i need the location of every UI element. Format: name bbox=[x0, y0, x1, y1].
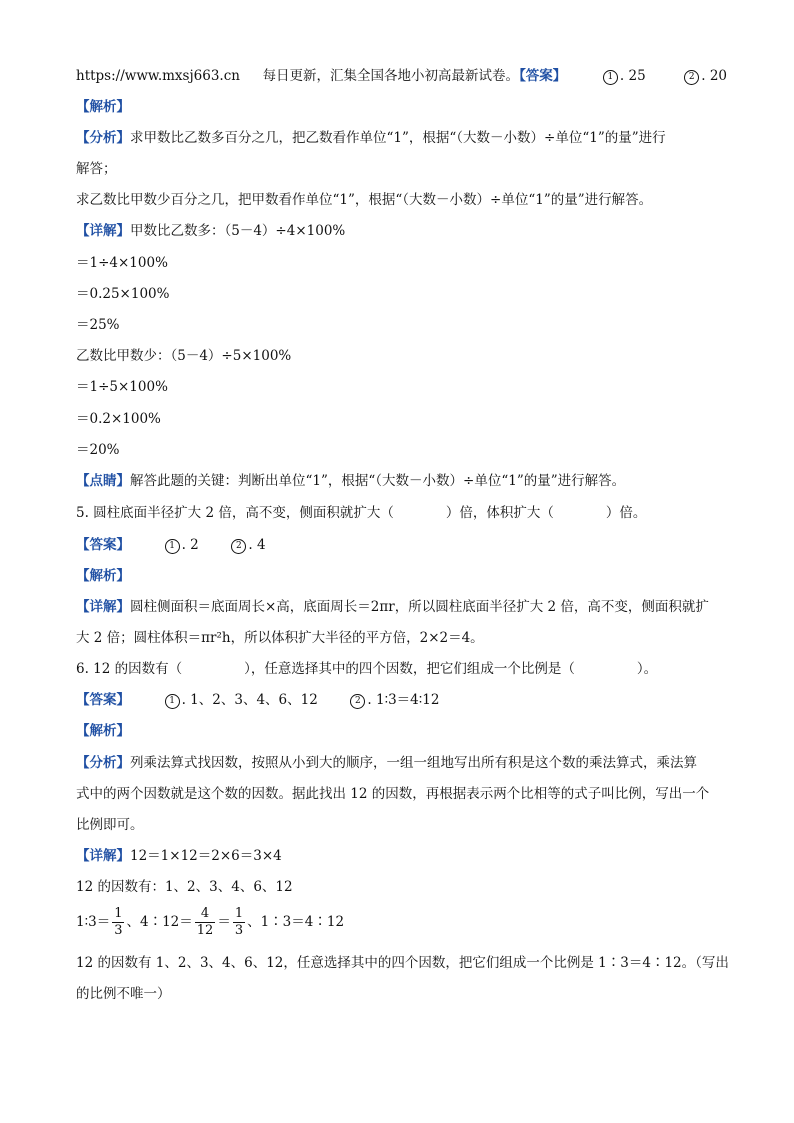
fraction-3-denominator: 3 bbox=[234, 923, 244, 938]
q6-answer-1: . 1、2、3、4、6、12 bbox=[181, 692, 318, 708]
circled-number-1: 1 bbox=[165, 539, 180, 554]
q4-detail-line-3: ＝0.25×100% bbox=[76, 286, 170, 302]
q5-analysis-heading bbox=[76, 566, 726, 586]
q5-question-part-b: ）倍，体积扩大（ bbox=[445, 505, 554, 521]
xiangjie-label: 【详解】 bbox=[76, 223, 130, 239]
q4-fenxi-text-1: 求甲数比乙数多百分之几，把乙数看作单位“1”，根据“（大数－小数）÷单位“1”的量”进行 bbox=[130, 130, 666, 146]
q6-fenxi-text-1: 列乘法算式找因数，按照从小到大的顺序，一组一组地写出所有积是这个数的乘法算式，乘法算 bbox=[130, 755, 697, 771]
q6-fenxi-line-1 bbox=[76, 753, 726, 773]
q5-question-part-a: 5. 圆柱底面半径扩大 2 倍，高不变，侧面积就扩大（ bbox=[76, 505, 394, 521]
q6-analysis-heading bbox=[76, 721, 726, 741]
ratio-text-d: 、1∶3＝4∶12 bbox=[247, 914, 345, 930]
q4-detail-line-7: ＝0.2×100% bbox=[76, 411, 161, 427]
ratio-text-b: 、4∶12＝ bbox=[126, 914, 193, 930]
q6-fenxi-line-2: 式中的两个因数就是这个数的因数。据此找出 12 的因数，再根据表示两个比相等的式子叫比例，写出一个 bbox=[76, 786, 710, 802]
fraction-1-numerator: 1 bbox=[114, 906, 123, 921]
fraction-2-denominator: 12 bbox=[196, 923, 214, 938]
q6-detail-line-2: 12 的因数有：1、2、3、4、6、12 bbox=[76, 879, 293, 895]
analysis-heading bbox=[76, 97, 726, 117]
jiexi-label: 【解析】 bbox=[76, 723, 130, 739]
q5-detail-line-1 bbox=[76, 597, 726, 617]
q4-fenxi-line-1 bbox=[76, 128, 726, 148]
fraction-2 bbox=[195, 906, 216, 939]
q5-question bbox=[76, 503, 726, 523]
q4-fenxi-line-2: 解答； bbox=[76, 161, 117, 177]
q4-detail-line-4: ＝25% bbox=[76, 317, 120, 333]
q4-detail-line-1 bbox=[76, 221, 726, 241]
circled-number-2: 2 bbox=[231, 539, 246, 554]
q6-ratio-line bbox=[76, 903, 726, 943]
q6-detail-line-4: 12 的因数有 1、2、3、4、6、12，任意选择其中的四个因数，把它们组成一个比例是 1∶3＝4∶12。（写出 bbox=[76, 955, 729, 971]
site-slogan: 每日更新，汇集全国各地小初高最新试卷。 bbox=[262, 68, 520, 84]
header-line bbox=[76, 66, 726, 86]
fraction-3 bbox=[233, 906, 245, 939]
circled-number-2: 2 bbox=[684, 70, 699, 85]
q5-answer-line bbox=[76, 535, 726, 555]
circled-number-2: 2 bbox=[350, 694, 365, 709]
q6-question-part-c: ）。 bbox=[636, 661, 658, 677]
answer-1: . 25 bbox=[619, 68, 646, 84]
q4-detail-line-2: ＝1÷4×100% bbox=[76, 255, 168, 271]
q6-detail-line-1 bbox=[76, 846, 726, 866]
q6-question-part-a: 6. 12 的因数有（ bbox=[76, 661, 183, 677]
daan-label: 【答案】 bbox=[76, 692, 130, 708]
q4-fenxi-line-3: 求乙数比甲数少百分之几，把甲数看作单位“1”，根据“（大数－小数）÷单位“1”的量”进行解答。 bbox=[76, 192, 653, 208]
q4-dianjing-line bbox=[76, 471, 726, 491]
fenxi-label: 【分析】 bbox=[76, 755, 130, 771]
circled-number-1: 1 bbox=[165, 694, 180, 709]
site-url: https://www.mxsj663.cn bbox=[76, 68, 240, 84]
q6-question-part-b: ），任意选择其中的四个因数，把它们组成一个比例是（ bbox=[244, 661, 575, 677]
fenxi-label: 【分析】 bbox=[76, 130, 130, 146]
q5-answer-1: . 2 bbox=[181, 537, 199, 553]
q5-question-part-c: ）倍。 bbox=[605, 505, 647, 521]
daan-label: 【答案】 bbox=[76, 537, 130, 553]
jiexi-label: 【解析】 bbox=[76, 568, 130, 584]
answer-2: . 20 bbox=[701, 68, 728, 84]
q5-detail-text-1: 圆柱侧面积＝底面周长×高，底面周长＝2πr，所以圆柱底面半径扩大 2 倍，高不变，侧面积就扩 bbox=[130, 599, 709, 615]
fraction-1 bbox=[112, 906, 124, 939]
q5-detail-line-2: 大 2 倍；圆柱体积＝πr²h，所以体积扩大半径的平方倍，2×2＝4。 bbox=[76, 630, 484, 646]
q6-detail-line-5: 的比例不唯一） bbox=[76, 986, 171, 1002]
xiangjie-label: 【详解】 bbox=[76, 848, 130, 864]
xiangjie-label: 【详解】 bbox=[76, 599, 130, 615]
circled-number-1: 1 bbox=[603, 70, 618, 85]
q4-detail-line-8: ＝20% bbox=[76, 442, 120, 458]
q4-dianjing-text: 解答此题的关键：判断出单位“1”，根据“（大数－小数）÷单位“1”的量”进行解答。 bbox=[130, 473, 626, 489]
fraction-1-denominator: 3 bbox=[114, 923, 123, 938]
q6-answer-2: . 1∶3＝4∶12 bbox=[367, 692, 440, 708]
q4-detail-text-1: 甲数比乙数多：（5－4）÷4×100% bbox=[130, 223, 346, 239]
fraction-2-numerator: 4 bbox=[195, 906, 216, 923]
q4-detail-line-6: ＝1÷5×100% bbox=[76, 379, 168, 395]
q6-detail-text-1: 12＝1×12＝2×6＝3×4 bbox=[130, 848, 282, 864]
q4-detail-line-5: 乙数比甲数少：（5－4）÷5×100% bbox=[76, 348, 292, 364]
q6-fenxi-line-3: 比例即可。 bbox=[76, 817, 144, 833]
jiexi-label: 【解析】 bbox=[76, 99, 130, 115]
ratio-text-c: ＝ bbox=[217, 914, 231, 930]
ratio-text-a: 1∶3＝ bbox=[76, 914, 111, 930]
dianjing-label: 【点睛】 bbox=[76, 473, 130, 489]
q6-question bbox=[76, 659, 726, 679]
fraction-3-numerator: 1 bbox=[234, 906, 244, 921]
q5-answer-2: . 4 bbox=[248, 537, 266, 553]
q6-answer-line bbox=[76, 690, 726, 710]
answer-label: 【答案】 bbox=[519, 68, 567, 84]
